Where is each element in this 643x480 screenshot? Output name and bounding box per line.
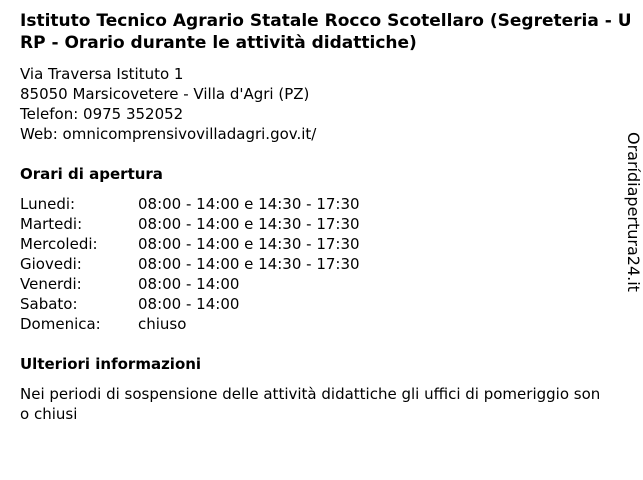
opening-hours-heading: Orari di apertura [20, 165, 163, 183]
day-label: Giovedi: [20, 255, 82, 273]
address-block [20, 64, 316, 144]
hours-row-friday [20, 274, 440, 294]
further-info-text: Nei periodi di sospensione delle attività didattiche gli uffici di pomeriggio sono chiusi [20, 385, 601, 423]
time-value: 08:00 - 14:00 e 14:30 - 17:30 [138, 235, 360, 253]
time-value: chiuso [138, 315, 187, 333]
hours-row-thursday [20, 254, 440, 274]
page-title: Istituto Tecnico Agrario Statale Rocco Scotellaro (Segreteria - URP - Orario durante le attività didattiche) [20, 11, 632, 53]
time-value: 08:00 - 14:00 e 14:30 - 17:30 [138, 255, 360, 273]
brand-watermark [624, 132, 642, 292]
time-value: 08:00 - 14:00 e 14:30 - 17:30 [138, 215, 360, 233]
hours-row-saturday [20, 294, 440, 314]
time-value: 08:00 - 14:00 [138, 275, 240, 293]
street-address: Via Traversa Istituto 1 [20, 65, 184, 83]
day-label: Lunedi: [20, 195, 76, 213]
hours-row-tuesday [20, 214, 440, 234]
brand-text: Orarídiapertura24.it [624, 132, 643, 292]
time-value: 08:00 - 14:00 e 14:30 - 17:30 [138, 195, 360, 213]
day-label: Domenica: [20, 315, 101, 333]
city-address: 85050 Marsicovetere - Villa d'Agri (PZ) [20, 85, 310, 103]
day-label: Martedi: [20, 215, 83, 233]
hours-row-sunday [20, 314, 440, 334]
day-label: Sabato: [20, 295, 78, 313]
time-value: 08:00 - 14:00 [138, 295, 240, 313]
further-info-heading: Ulteriori informazioni [20, 355, 202, 373]
day-label: Venerdi: [20, 275, 82, 293]
opening-hours-table [20, 194, 440, 334]
website-link[interactable]: Web: omnicomprensivovilladagri.gov.it/ [20, 125, 317, 143]
hours-row-wednesday [20, 234, 440, 254]
phone-number: Telefon: 0975 352052 [20, 105, 184, 123]
day-label: Mercoledi: [20, 235, 98, 253]
hours-row-monday [20, 194, 440, 214]
